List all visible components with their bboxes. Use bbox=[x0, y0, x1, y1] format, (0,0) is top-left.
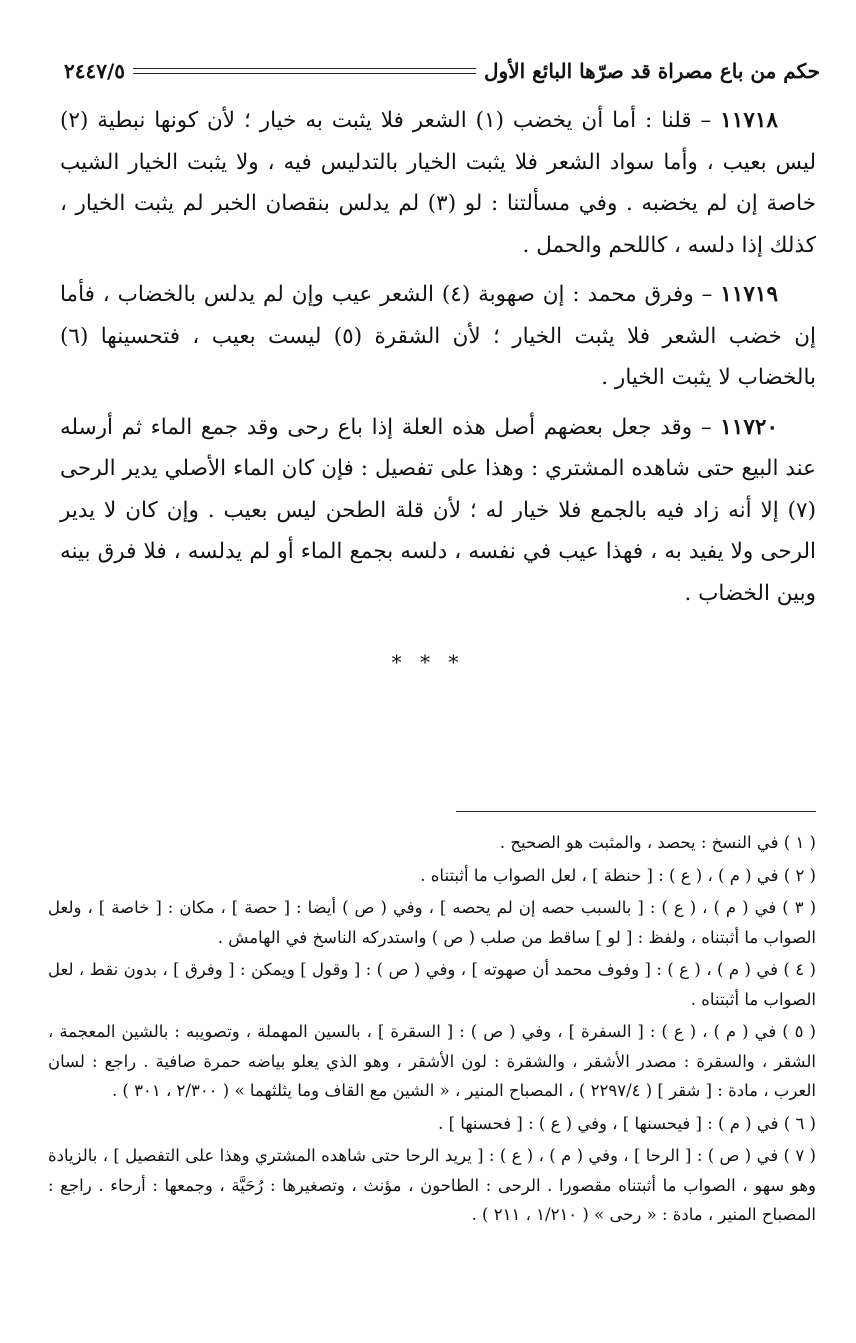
paragraph-11719 bbox=[60, 274, 816, 399]
paragraph-text: – وقد جعل بعضهم أصل هذه العلة إذا باع رحى وقد جمع الماء ثم أرسله عند البيع حتى شاهده المشتري : وهذا على تفصيل : فإن كان الماء الأصلي يدير الرحى (٧) إلا أنه زاد فيه بالجمع فلا خيار له ؛ لأن قلة الطحن ليس بعيب . وإن كان لا يدير الرحى ولا يفيد به ، فهذا عيب في نفسه ، دلسه بجمع الماء أو لم يدلسه ، فلا فرق بينه وبين الخضاب . bbox=[60, 414, 816, 606]
paragraph-number: ١١٧١٩ bbox=[720, 282, 778, 307]
footnote-5: ( ٥ ) في ( م ) ، ( ع ) : [ السفرة ] ، وفي ( ص ) : [ السقرة ] ، بالسين المهملة ، وتصويبه : بالشين المعجمة ، الشقر ، والسقرة : مصدر الأشقر ، والشقرة : لون الأشقر ، وهو الذي يعلو بياضه حمرة صافية . راجع : لسان العرب ، مادة : [ شقر ] ( ٢٢٩٧/٤ ) ، المصباح المنير ، « الشين مع القاف وما يثلثهما » ( ٢/٣٠٠ ، ٣٠١ ) . bbox=[48, 1022, 816, 1100]
paragraph-text: – وفرق محمد : إن صهوبة (٤) الشعر عيب وإن لم يدلس بالخضاب ، فأما إن خضب الشعر فلا يثبت الخيار ؛ لأن الشقرة (٥) ليست بعيب ، فتحسينها (٦) بالخضاب لا يثبت الخيار . bbox=[60, 282, 816, 390]
section-separator: * * * bbox=[391, 650, 465, 674]
header-title: حكم من باع مصراة قد صرّها البائع الأول bbox=[484, 59, 820, 83]
main-text bbox=[60, 100, 816, 622]
footnote-6: ( ٦ ) في ( م ) : [ فيحسنها ] ، وفي ( ع ) : [ فحسنها ] . bbox=[438, 1113, 816, 1133]
paragraph-number: ١١٧٢٠ bbox=[720, 414, 778, 440]
paragraph-11718 bbox=[60, 100, 816, 266]
paragraph-text: – قلنا : أما أن يخضب (١) الشعر فلا يثبت به خيار ؛ لأن كونها نبطية (٢) ليس بعيب ، وأما سواد الشعر فلا يثبت الخيار بالتدليس فيه ، ولا يثبت الخيار الشيب خاصة إن لم يخضبه . وفي مسألتنا : لو (٣) لم يدلس بنقصان الخبر لم يثبت الخيار ، كذلك إذا دلسه ، كاللحم والحمل . bbox=[60, 108, 816, 258]
page-number: ٢٤٤٧/٥ bbox=[64, 59, 126, 83]
paragraph-number: ١١٧١٨ bbox=[720, 108, 778, 133]
footnote-1: ( ١ ) في النسخ : يحصد ، والمثبت هو الصحيح . bbox=[499, 833, 816, 852]
paragraph-11720 bbox=[60, 407, 816, 615]
header-rule bbox=[133, 68, 476, 74]
running-header bbox=[64, 56, 820, 86]
footnote-7: ( ٧ ) في ( ص ) : [ الرحا ] ، وفي ( م ) ، ( ع ) : [ يريد الرحا حتى شاهده المشتري وهذا على التفصيل ] ، بالزيادة وهو سهو ، الصواب ما أثبتناه مقصورا . الرحى : الطاحون ، مؤنث ، وتصغيرها : رُحَيَّة ، وجمعها : أرحاء . راجع : المصباح المنير ، مادة : « رحى » ( ١/٢١٠ ، ٢١١ ) . bbox=[48, 1146, 816, 1224]
footnote-3: ( ٣ ) في ( م ) ، ( ع ) : [ بالسبب حصه إن لم يحصه ] ، وفي ( ص ) أيضا : [ حصة ] ، مكان : [ خاصة ] ، ولعل الصواب ما أثبتناه ، ولفظ : [ لو ] ساقط من صلب ( ص ) واستدركه الناسخ في الهامش . bbox=[48, 898, 817, 947]
footnote-4: ( ٤ ) في ( م ) ، ( ع ) : [ وفوف محمد أن صهوته ] ، وفي ( ص ) : [ وقول ] ويمكن : [ وفرق ] ، بدون نقط ، لعل الصواب ما أثبتناه . bbox=[48, 960, 816, 1009]
footnote-rule bbox=[456, 811, 816, 812]
footnotes bbox=[48, 828, 816, 1233]
footnote-2: ( ٢ ) في ( م ) ، ( ع ) : [ حنطة ] ، لعل الصواب ما أثبتناه . bbox=[420, 865, 816, 885]
